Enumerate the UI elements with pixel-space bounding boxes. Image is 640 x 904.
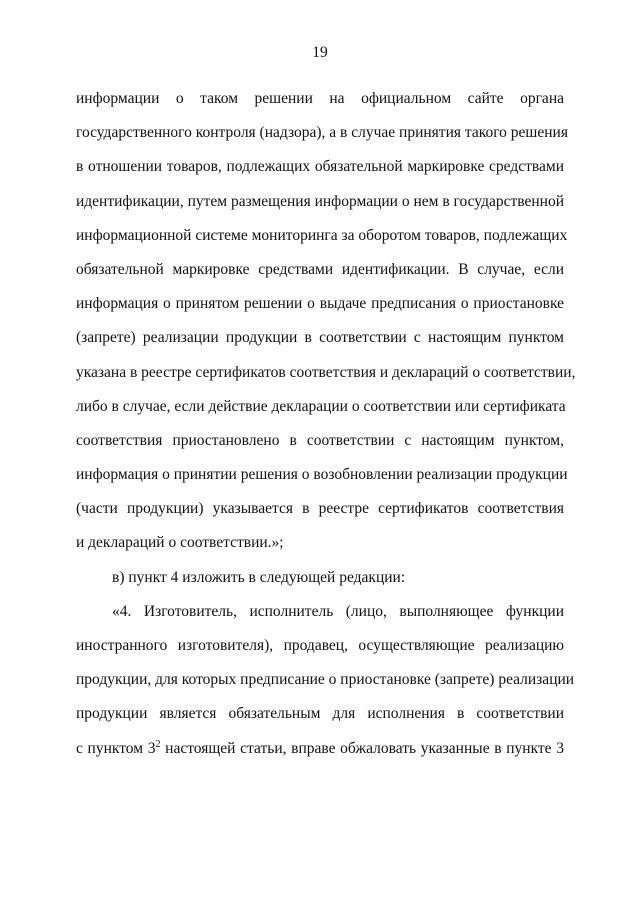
text-line: «4. Изготовитель, исполнитель (лицо, выполняющее функции xyxy=(112,602,564,620)
text-line: информация о принятии решения о возобновлении реализации продукции xyxy=(76,466,568,484)
text-line: либо в случае, если действие декларации о соответствии или сертификата xyxy=(76,397,566,415)
text-line: информация о принятом решении о выдаче предписания о приостановке xyxy=(76,295,564,313)
text-line: (части продукции) указывается в реестре сертификатов соответствия xyxy=(76,500,564,518)
text-line: информационной системе мониторинга за оборотом товаров, подлежащих xyxy=(76,226,568,244)
text-line: продукции, для которых предписание о приостановке (запрете) реализации xyxy=(76,671,575,689)
text-line: соответствия приостановлено в соответствии с настоящим пунктом, xyxy=(76,431,564,449)
text-line: (запрете) реализации продукции в соответствии с настоящим пунктом xyxy=(76,329,564,347)
page-number: 19 xyxy=(312,44,328,61)
text-line: продукции является обязательным для исполнения в соответствии xyxy=(76,705,564,723)
document-body xyxy=(76,82,576,766)
text-line: иностранного изготовителя), продавец, осуществляющие реализацию xyxy=(76,637,564,654)
item-v-line: в) пункт 4 изложить в следующей редакции: xyxy=(112,568,406,586)
text-line: государственного контроля (надзора), а в случае принятия такого решения xyxy=(76,124,568,142)
text-line: информации о таком решении на официальном сайте органа xyxy=(76,90,564,107)
text-line-with-superscript xyxy=(76,732,564,766)
text-line: указана в реестре сертификатов соответствия и деклараций о соответствии, xyxy=(76,363,576,381)
text-line: идентификации, путем размещения информации о нем в государственной xyxy=(76,192,564,210)
text-line: и деклараций о соответствии.»; xyxy=(76,534,284,552)
text-line: в отношении товаров, подлежащих обязательной маркировке средствами xyxy=(76,158,564,176)
text-fragment: настоящей статьи, вправе обжаловать указанные в пункте 3 xyxy=(160,739,564,757)
text-fragment: с пунктом 3 xyxy=(76,739,156,757)
text-line: обязательной маркировке средствами идентификации. В случае, если xyxy=(76,260,564,278)
superscript: 2 xyxy=(155,738,161,750)
